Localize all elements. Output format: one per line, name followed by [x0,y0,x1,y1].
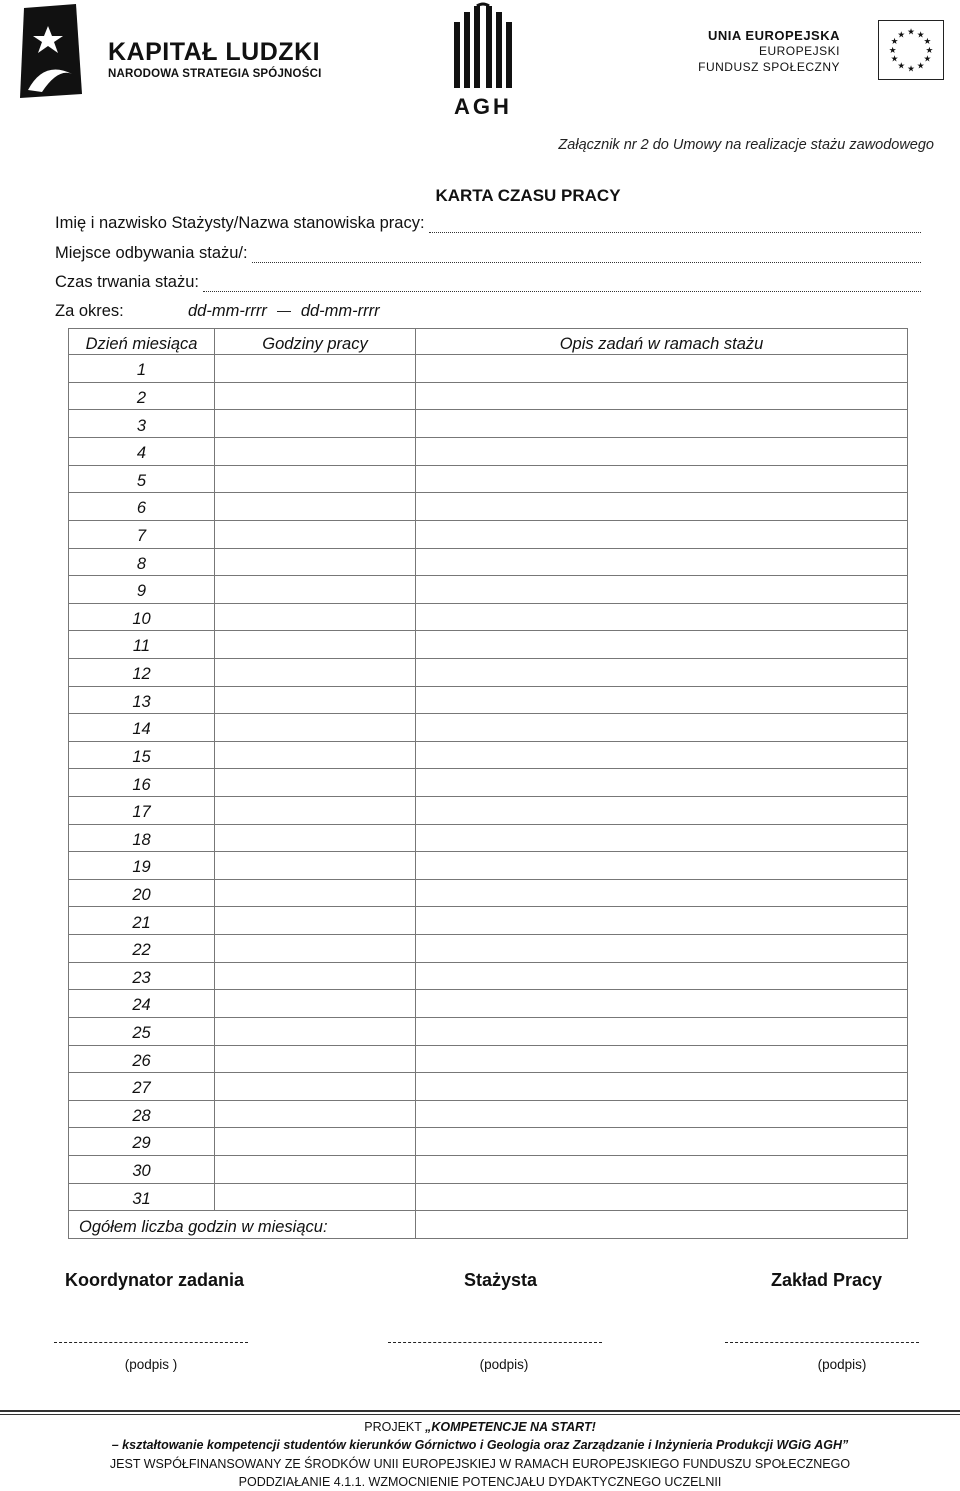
day-number: 19 [69,852,215,880]
day-number: 2 [69,382,215,410]
agh-logo [452,2,514,120]
description-cell[interactable] [416,907,908,935]
name-field-line[interactable] [429,218,921,233]
hours-cell[interactable] [215,1155,416,1183]
duration-field[interactable] [55,273,921,292]
hours-cell[interactable] [215,879,416,907]
total-row [69,1211,908,1239]
footer-line-4: PODDZIAŁANIE 4.1.1. WZMOCNIENIE POTENCJAŁU DYDAKTYCZNEGO UCZELNII [238,1475,722,1489]
signature-line-coordinator[interactable] [54,1342,248,1343]
table-row [69,355,908,383]
day-number: 22 [69,935,215,963]
hours-cell[interactable] [215,465,416,493]
table-row [69,824,908,852]
svg-text:★: ★ [907,27,915,38]
svg-text:★: ★ [923,37,932,48]
day-number: 3 [69,410,215,438]
date-separator [277,311,291,312]
table-row [69,548,908,576]
table-row [69,438,908,466]
kapital-ludzki-title: KAPITAŁ LUDZKI [108,38,321,66]
table-row [69,1183,908,1211]
hours-cell[interactable] [215,658,416,686]
table-row [69,1128,908,1156]
hours-cell[interactable] [215,962,416,990]
signature-line-workplace[interactable] [725,1342,919,1343]
kapital-ludzki-logo [18,4,328,100]
svg-text:★: ★ [897,30,906,41]
table-row [69,1017,908,1045]
hours-cell[interactable] [215,520,416,548]
svg-text:★: ★ [890,37,899,48]
description-cell[interactable] [416,1100,908,1128]
kapital-ludzki-subtitle: NARODOWA STRATEGIA SPÓJNOŚCI [108,68,322,80]
hours-cell[interactable] [215,603,416,631]
hours-cell[interactable] [215,714,416,742]
description-cell[interactable] [416,382,908,410]
description-cell[interactable] [416,1017,908,1045]
eu-flag-icon [878,20,944,80]
hours-cell[interactable] [215,990,416,1018]
kapital-ludzki-mark-icon [18,4,84,98]
footer-rule [0,1410,960,1412]
table-row [69,769,908,797]
table-row [69,741,908,769]
day-number: 20 [69,879,215,907]
table-row [69,465,908,493]
eu-line-1: UNIA EUROPEJSKA [708,28,840,43]
hours-cell[interactable] [215,1128,416,1156]
table-row [69,962,908,990]
signature-coordinator-label: Koordynator zadania [65,1270,245,1290]
eu-line-3: FUNDUSZ SPOŁECZNY [698,60,840,74]
description-cell[interactable] [416,1073,908,1101]
svg-text:★: ★ [916,30,925,41]
place-field-label: Miejsce odbywania stażu/: [55,244,248,262]
svg-text:★: ★ [907,64,915,75]
day-number: 14 [69,714,215,742]
day-number: 11 [69,631,215,659]
document-title: KARTA CZASU PRACY [435,186,621,205]
attachment-note: Załącznik nr 2 do Umowy na realizacje stażu zawodowego [558,137,934,153]
date-to[interactable]: dd-mm-rrrr [300,302,380,320]
table-row [69,493,908,521]
hours-cell[interactable] [215,935,416,963]
footer-rule-thin [0,1414,960,1415]
table-row [69,631,908,659]
day-number: 17 [69,797,215,825]
table-row [69,935,908,963]
day-number: 30 [69,1155,215,1183]
svg-text:★: ★ [897,61,906,72]
description-cell[interactable] [416,603,908,631]
table-row [69,714,908,742]
hours-cell[interactable] [215,382,416,410]
day-number: 6 [69,493,215,521]
footer-project-line [0,1420,960,1434]
day-number: 9 [69,576,215,604]
table-row [69,1045,908,1073]
description-cell[interactable] [416,1183,908,1211]
hours-cell[interactable] [215,631,416,659]
table-header-row [69,329,908,355]
timesheet-table [68,328,908,1239]
name-field[interactable] [55,214,921,233]
hours-cell[interactable] [215,852,416,880]
day-number: 1 [69,355,215,383]
day-number: 24 [69,990,215,1018]
description-cell[interactable] [416,1155,908,1183]
table-row [69,797,908,825]
svg-text:★: ★ [925,45,934,56]
description-cell[interactable] [416,465,908,493]
description-cell[interactable] [416,658,908,686]
description-cell[interactable] [416,438,908,466]
table-row [69,576,908,604]
day-number: 5 [69,465,215,493]
agh-mark-icon [452,2,514,92]
day-number: 13 [69,686,215,714]
signature-line-intern[interactable] [388,1342,602,1343]
description-cell[interactable] [416,548,908,576]
table-row [69,1155,908,1183]
day-number: 10 [69,603,215,631]
header-description: Opis zadań w ramach stażu [416,329,908,355]
day-number: 16 [69,769,215,797]
description-cell[interactable] [416,962,908,990]
period-label: Za okres: [55,302,124,320]
period-field[interactable] [55,302,380,321]
signature-caption-intern: (podpis) [479,1357,529,1372]
hours-cell[interactable] [215,493,416,521]
hours-cell[interactable] [215,355,416,383]
hours-cell[interactable] [215,1045,416,1073]
hours-cell[interactable] [215,1017,416,1045]
duration-field-label: Czas trwania stażu: [55,273,199,291]
hours-cell[interactable] [215,1073,416,1101]
description-cell[interactable] [416,1128,908,1156]
day-number: 8 [69,548,215,576]
description-cell[interactable] [416,520,908,548]
description-cell[interactable] [416,493,908,521]
day-number: 15 [69,741,215,769]
date-from[interactable]: dd-mm-rrrr [188,302,267,320]
total-value-cell[interactable] [416,1211,908,1239]
description-cell[interactable] [416,797,908,825]
footer-line-3: JEST WSPÓŁFINANSOWANY ZE ŚRODKÓW UNII EUROPEJSKIEJ W RAMACH EUROPEJSKIEGO FUNDUSZU SPOŁECZNEGO [109,1457,851,1471]
table-row [69,603,908,631]
day-number: 28 [69,1100,215,1128]
svg-text:★: ★ [923,54,932,65]
hours-cell[interactable] [215,1100,416,1128]
svg-text:★: ★ [916,61,925,72]
hours-cell[interactable] [215,824,416,852]
signature-caption-coordinator: (podpis ) [124,1357,178,1372]
footer-project-prefix: PROJEKT [364,1420,426,1434]
hours-cell[interactable] [215,907,416,935]
description-cell[interactable] [416,1045,908,1073]
hours-cell[interactable] [215,548,416,576]
description-cell[interactable] [416,879,908,907]
table-row [69,520,908,548]
hours-cell[interactable] [215,576,416,604]
description-cell[interactable] [416,741,908,769]
svg-text:★: ★ [888,45,897,56]
hours-cell[interactable] [215,438,416,466]
header-day: Dzień miesiąca [69,329,215,355]
day-number: 23 [69,962,215,990]
day-number: 12 [69,658,215,686]
table-row [69,907,908,935]
description-cell[interactable] [416,935,908,963]
header-hours: Godziny pracy [215,329,416,355]
hours-cell[interactable] [215,1183,416,1211]
eu-logo [688,20,944,84]
description-cell[interactable] [416,410,908,438]
hours-cell[interactable] [215,410,416,438]
description-cell[interactable] [416,576,908,604]
signature-workplace-label: Zakład Pracy [771,1270,883,1290]
footer-project-name: „KOMPETENCJE NA START! [425,1420,596,1434]
hours-cell[interactable] [215,797,416,825]
description-cell[interactable] [416,824,908,852]
place-field-line[interactable] [252,248,921,263]
signature-intern-label: Stażysta [464,1270,538,1290]
footer-project-subtitle: – kształtowanie kompetencji studentów kierunków Górnictwo i Geologia oraz Zarządzanie i Inżynieria Produkcji WGiG AGH” [111,1438,849,1452]
hours-cell[interactable] [215,741,416,769]
table-row [69,990,908,1018]
description-cell[interactable] [416,769,908,797]
eu-line-2: EUROPEJSKI [758,44,840,58]
hours-cell[interactable] [215,769,416,797]
table-row [69,410,908,438]
day-number: 7 [69,520,215,548]
table-row [69,658,908,686]
table-row [69,686,908,714]
day-number: 4 [69,438,215,466]
total-label: Ogółem liczba godzin w miesiącu: [69,1211,416,1239]
day-number: 18 [69,824,215,852]
duration-field-line[interactable] [203,277,921,292]
place-field[interactable] [55,244,921,263]
description-cell[interactable] [416,714,908,742]
table-row [69,382,908,410]
description-cell[interactable] [416,686,908,714]
svg-text:★: ★ [890,54,899,65]
day-number: 31 [69,1183,215,1211]
agh-wordmark: AGH [454,94,512,119]
day-number: 25 [69,1017,215,1045]
description-cell[interactable] [416,852,908,880]
day-number: 29 [69,1128,215,1156]
table-row [69,879,908,907]
table-row [69,1073,908,1101]
day-number: 27 [69,1073,215,1101]
signature-caption-workplace: (podpis) [817,1357,867,1372]
table-row [69,852,908,880]
name-field-label: Imię i nazwisko Stażysty/Nazwa stanowiska pracy: [55,214,425,232]
hours-cell[interactable] [215,686,416,714]
table-row [69,1100,908,1128]
description-cell[interactable] [416,631,908,659]
day-number: 26 [69,1045,215,1073]
footer-line-2 [0,1438,960,1452]
day-number: 21 [69,907,215,935]
description-cell[interactable] [416,355,908,383]
description-cell[interactable] [416,990,908,1018]
